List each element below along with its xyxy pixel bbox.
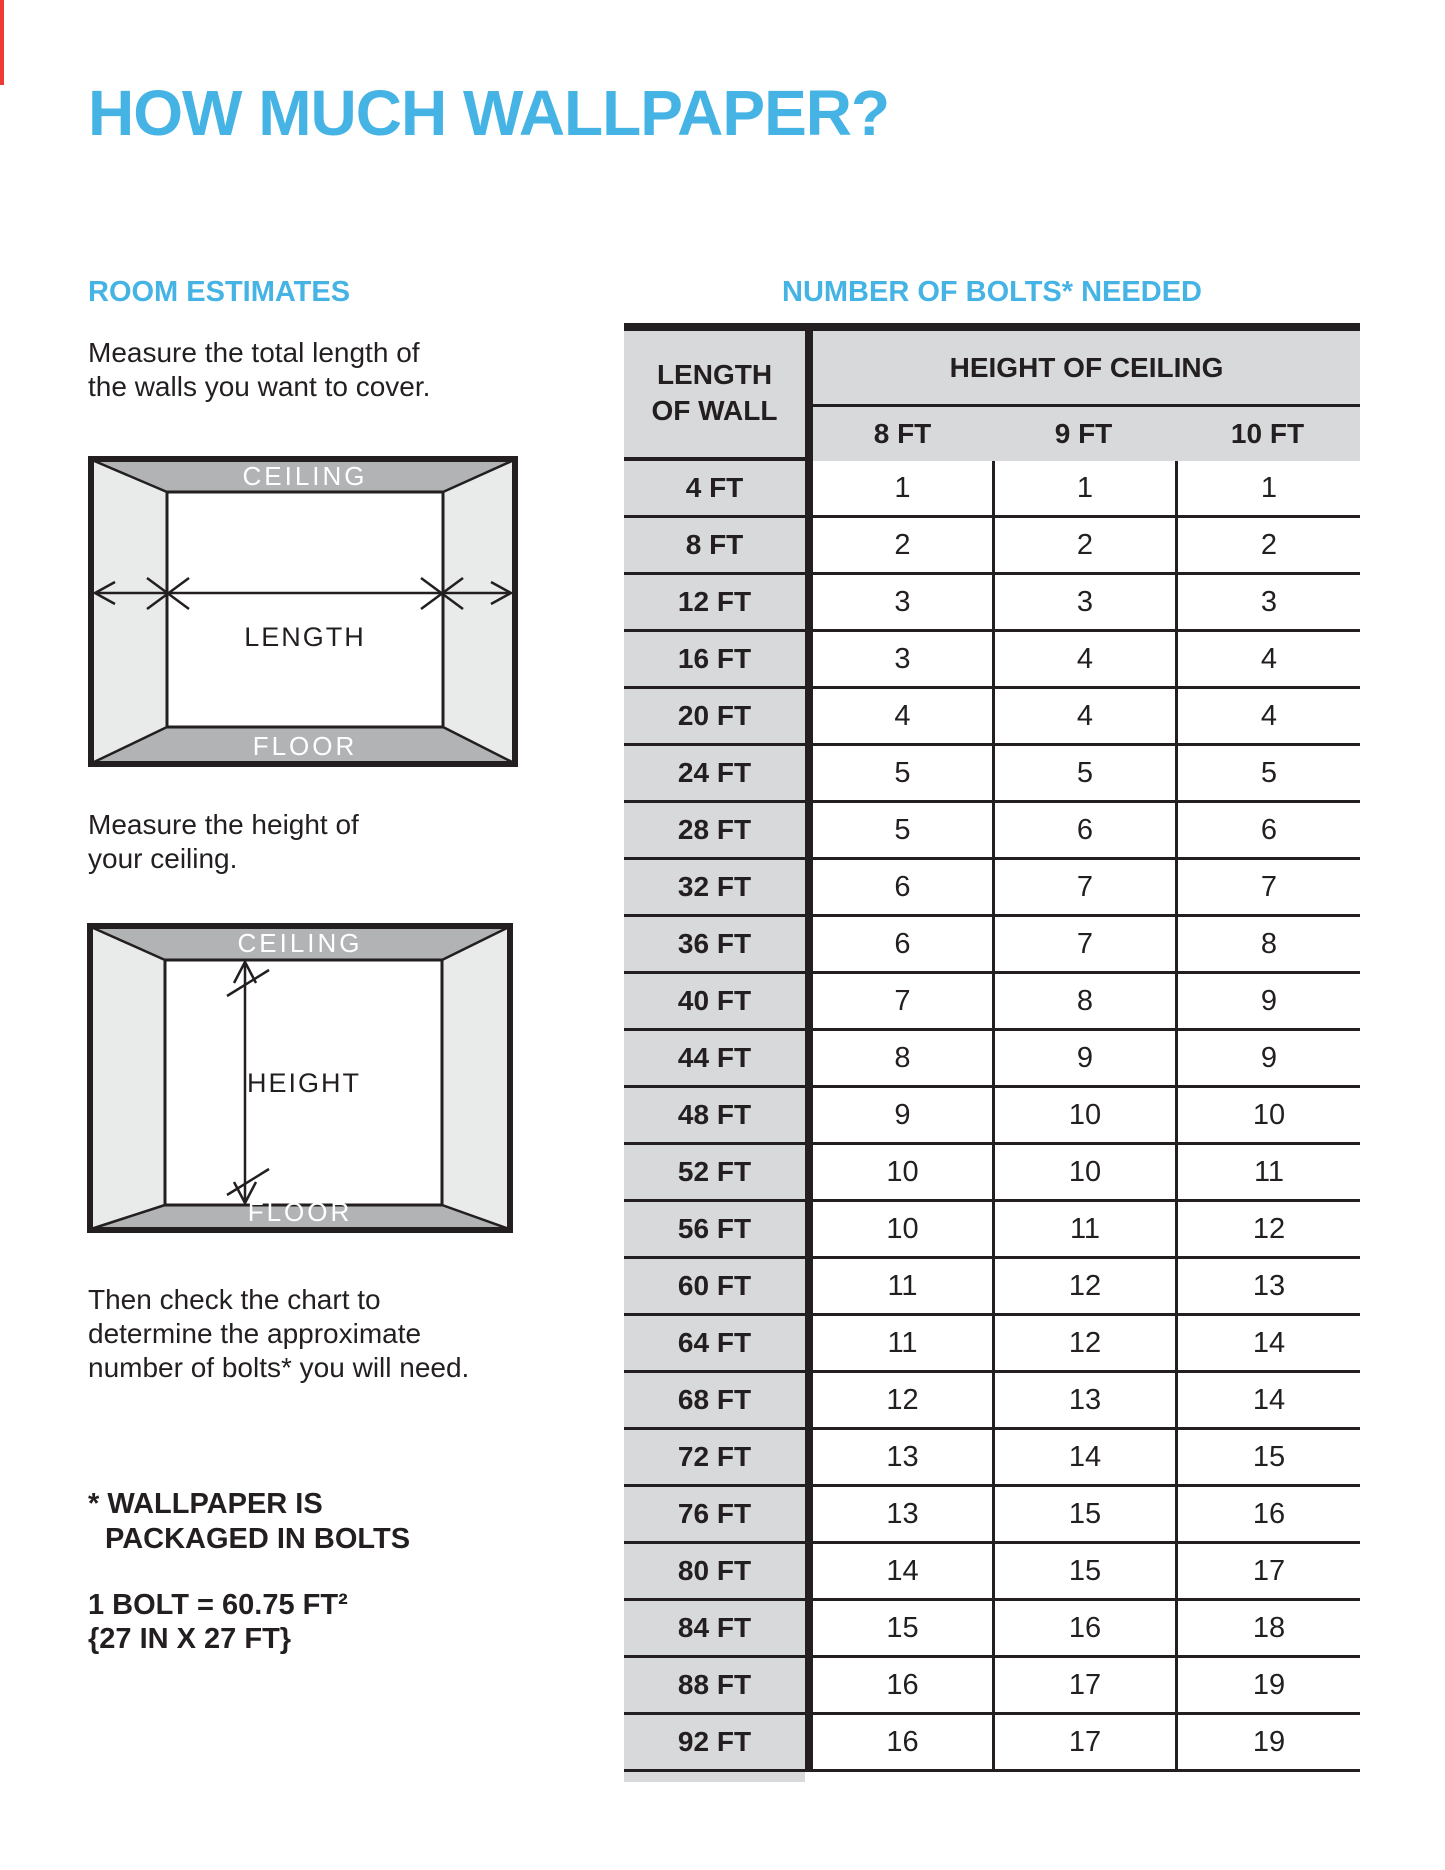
ceiling-label: CEILING	[242, 461, 368, 491]
cell-8ft: 13	[813, 1430, 995, 1484]
table-top-rule	[624, 323, 1360, 331]
bolt-equation: 1 BOLT = 60.75 FT²	[88, 1589, 348, 1621]
cell-10ft: 17	[1252, 1555, 1286, 1587]
cell-8ft: 6	[813, 860, 995, 914]
cell-8ft: 11	[813, 1259, 995, 1313]
cell-10ft: 9	[1260, 1042, 1278, 1074]
table-row	[624, 803, 1360, 860]
cell-8ft: 2	[813, 518, 995, 572]
cell-10ft: 10	[1252, 1099, 1286, 1131]
cell-9ft: 9	[995, 1031, 1178, 1085]
bolts-table	[624, 323, 1360, 1782]
column-headers	[813, 407, 1360, 461]
ceiling-height-header-group	[813, 331, 1360, 457]
cell-8ft: 5	[813, 746, 995, 800]
cell-10ft: 12	[1252, 1213, 1286, 1245]
row-length-label: 64 FT	[624, 1316, 813, 1370]
cell-8ft: 9	[813, 1088, 995, 1142]
cell-10ft: 8	[1260, 928, 1278, 960]
table-row	[624, 1601, 1360, 1658]
table-row	[624, 632, 1360, 689]
cell-9ft: 6	[995, 803, 1178, 857]
table-row	[624, 860, 1360, 917]
cell-10ft: 18	[1252, 1612, 1286, 1644]
cell-9ft: 14	[995, 1430, 1178, 1484]
cell-9ft: 4	[995, 632, 1178, 686]
cell-8ft: 8	[813, 1031, 995, 1085]
instruction-measure-length	[88, 336, 548, 404]
cell-10ft: 2	[1260, 529, 1278, 561]
cell-10ft: 6	[1260, 814, 1278, 846]
table-row	[624, 1658, 1360, 1715]
cell-9ft: 8	[995, 974, 1178, 1028]
bolts-footnote	[88, 1487, 410, 1557]
cell-10ft: 14	[1252, 1327, 1286, 1359]
cell-9ft: 12	[995, 1316, 1178, 1370]
room-length-diagram	[88, 456, 518, 767]
row-length-label: 60 FT	[624, 1259, 813, 1313]
row-length-label: 32 FT	[624, 860, 813, 914]
cell-10ft: 19	[1252, 1669, 1286, 1701]
row-length-label: 44 FT	[624, 1031, 813, 1085]
cell-10ft: 15	[1252, 1441, 1286, 1473]
instruction-line: determine the approximate	[88, 1318, 422, 1349]
cell-10ft: 4	[1260, 643, 1278, 675]
bolt-dimensions: {27 IN X 27 FT}	[88, 1623, 292, 1655]
instruction-line: Then check the chart to	[88, 1284, 381, 1315]
cell-10ft: 5	[1260, 757, 1278, 789]
footnote-line: PACKAGED IN BOLTS	[105, 1523, 411, 1555]
cell-9ft: 17	[995, 1715, 1178, 1769]
row-length-label: 84 FT	[624, 1601, 813, 1655]
instruction-check-chart	[88, 1283, 548, 1385]
column-header-9ft: 9 FT	[1054, 418, 1113, 449]
cell-9ft: 16	[995, 1601, 1178, 1655]
cell-9ft: 15	[995, 1544, 1178, 1598]
table-row	[624, 1487, 1360, 1544]
cell-9ft: 5	[995, 746, 1178, 800]
table-row	[624, 746, 1360, 803]
table-body	[624, 461, 1360, 1772]
cell-8ft: 10	[813, 1202, 995, 1256]
cell-8ft: 10	[813, 1145, 995, 1199]
row-length-label: 56 FT	[624, 1202, 813, 1256]
cell-9ft: 15	[995, 1487, 1178, 1541]
cell-8ft: 4	[813, 689, 995, 743]
table-row	[624, 1316, 1360, 1373]
row-length-label: 52 FT	[624, 1145, 813, 1199]
table-row	[624, 1031, 1360, 1088]
cell-8ft: 3	[813, 632, 995, 686]
table-row	[624, 1715, 1360, 1772]
cell-9ft: 12	[995, 1259, 1178, 1313]
header-line: OF WALL	[651, 395, 778, 426]
instruction-line: Measure the height of	[88, 809, 359, 840]
cell-10ft: 19	[1252, 1726, 1286, 1758]
table-row	[624, 1430, 1360, 1487]
cell-9ft: 1	[995, 461, 1178, 515]
row-length-label: 28 FT	[624, 803, 813, 857]
cell-10ft: 16	[1252, 1498, 1286, 1530]
column-header-8ft: 8 FT	[873, 418, 932, 449]
right-wall-shape	[442, 927, 509, 1229]
height-label: HEIGHT	[246, 1068, 362, 1098]
row-length-label: 48 FT	[624, 1088, 813, 1142]
table-header	[624, 331, 1360, 461]
left-wall-shape	[92, 460, 167, 763]
ceiling-label: CEILING	[237, 928, 363, 958]
row-length-label: 24 FT	[624, 746, 813, 800]
cell-8ft: 11	[813, 1316, 995, 1370]
cell-8ft: 16	[813, 1658, 995, 1712]
instruction-measure-height	[88, 808, 548, 876]
back-wall	[167, 492, 443, 727]
row-length-label: 16 FT	[624, 632, 813, 686]
bolts-needed-heading: NUMBER OF BOLTS* NEEDED	[782, 276, 1202, 308]
cell-8ft: 6	[813, 917, 995, 971]
cell-9ft: 2	[995, 518, 1178, 572]
table-row	[624, 461, 1360, 518]
row-length-label: 68 FT	[624, 1373, 813, 1427]
page-edge-artifact	[0, 0, 4, 85]
cell-8ft: 14	[813, 1544, 995, 1598]
row-length-label: 12 FT	[624, 575, 813, 629]
cell-9ft: 10	[995, 1145, 1178, 1199]
left-wall-shape	[91, 927, 165, 1229]
cell-9ft: 4	[995, 689, 1178, 743]
cell-9ft: 10	[995, 1088, 1178, 1142]
cell-9ft: 7	[995, 860, 1178, 914]
table-row	[624, 1373, 1360, 1430]
instruction-line: Measure the total length of	[88, 337, 420, 368]
cell-10ft: 13	[1252, 1270, 1286, 1302]
cell-9ft: 11	[995, 1202, 1178, 1256]
row-length-label: 4 FT	[624, 461, 813, 515]
column-header-10ft: 10 FT	[1230, 418, 1305, 449]
cell-9ft: 13	[995, 1373, 1178, 1427]
length-of-wall-header	[624, 331, 813, 457]
row-length-label: 76 FT	[624, 1487, 813, 1541]
length-label: LENGTH	[244, 622, 366, 652]
row-length-label: 8 FT	[624, 518, 813, 572]
cell-10ft: 14	[1252, 1384, 1286, 1416]
cell-10ft: 7	[1260, 871, 1278, 903]
instruction-line: your ceiling.	[88, 843, 238, 874]
row-length-label: 20 FT	[624, 689, 813, 743]
cell-9ft: 7	[995, 917, 1178, 971]
floor-label: FLOOR	[252, 731, 358, 761]
table-row	[624, 1544, 1360, 1601]
floor-label: FLOOR	[247, 1197, 353, 1227]
table-row	[624, 575, 1360, 632]
row-length-label: 40 FT	[624, 974, 813, 1028]
table-row	[624, 689, 1360, 746]
instruction-line: number of bolts* you will need.	[88, 1352, 470, 1383]
table-row	[624, 1259, 1360, 1316]
cell-8ft: 12	[813, 1373, 995, 1427]
header-line: LENGTH	[656, 359, 773, 390]
table-row	[624, 1145, 1360, 1202]
cell-10ft: 1	[1260, 472, 1278, 504]
table-row	[624, 974, 1360, 1031]
cell-8ft: 1	[813, 461, 995, 515]
room-estimates-heading: ROOM ESTIMATES	[88, 276, 351, 308]
cell-8ft: 3	[813, 575, 995, 629]
row-length-label: 36 FT	[624, 917, 813, 971]
right-wall-shape	[443, 460, 514, 763]
table-left-column-stub	[624, 1772, 805, 1782]
row-length-label: 88 FT	[624, 1658, 813, 1712]
page-title: HOW MUCH WALLPAPER?	[88, 77, 890, 149]
cell-9ft: 3	[995, 575, 1178, 629]
cell-8ft: 15	[813, 1601, 995, 1655]
cell-8ft: 13	[813, 1487, 995, 1541]
height-of-ceiling-header: HEIGHT OF CEILING	[813, 331, 1360, 404]
cell-10ft: 11	[1253, 1156, 1285, 1188]
row-length-label: 80 FT	[624, 1544, 813, 1598]
table-row	[624, 1088, 1360, 1145]
cell-9ft: 17	[995, 1658, 1178, 1712]
row-length-label: 72 FT	[624, 1430, 813, 1484]
cell-8ft: 5	[813, 803, 995, 857]
cell-8ft: 7	[813, 974, 995, 1028]
cell-10ft: 3	[1260, 586, 1278, 618]
cell-10ft: 4	[1260, 700, 1278, 732]
row-length-label: 92 FT	[624, 1715, 813, 1769]
table-row	[624, 1202, 1360, 1259]
room-height-diagram	[87, 923, 513, 1233]
table-row	[624, 917, 1360, 974]
cell-8ft: 16	[813, 1715, 995, 1769]
instruction-line: the walls you want to cover.	[88, 371, 431, 402]
footnote-line: * WALLPAPER IS	[88, 1488, 323, 1520]
table-row	[624, 518, 1360, 575]
cell-10ft: 9	[1260, 985, 1278, 1017]
